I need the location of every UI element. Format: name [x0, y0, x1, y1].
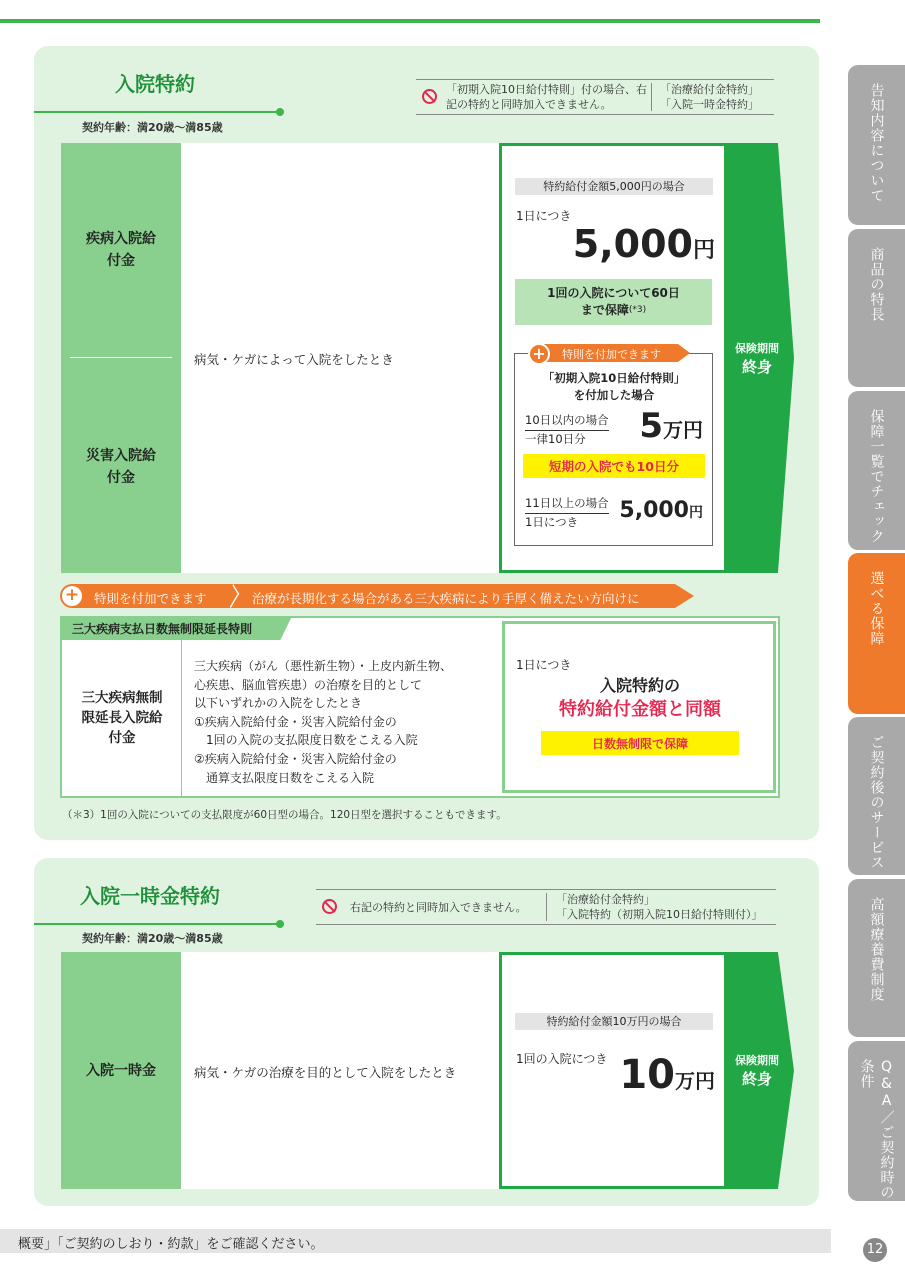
- rider-badge-text: 特則を付加できます: [562, 348, 661, 361]
- lump-label: 入院一時金: [61, 1060, 181, 1082]
- case-label: 特約給付金額5,000円の場合: [515, 178, 713, 195]
- flat-10-label: 一律10日分: [525, 432, 586, 446]
- daily-amount: [570, 222, 715, 266]
- rider2-label-divider: [181, 640, 182, 796]
- label-accident-hospital: 災害入院給付金: [86, 445, 156, 489]
- rider2-unlimited-text: 日数無制限で保障: [591, 737, 688, 751]
- rider2-same-2: 特約給付金額と同額: [559, 699, 721, 720]
- restriction-items: 「治療給付金特約」「入院一時金特約」: [660, 83, 759, 111]
- lump-sum-value: 10: [619, 1052, 675, 1098]
- short-stay-banner: [523, 454, 705, 478]
- prohibited-icon: [422, 89, 437, 104]
- banner-badge-text: 特則を付加できます: [94, 591, 207, 606]
- within-10-label: 10日以内の場合: [525, 412, 609, 431]
- prohibited-icon-2: [322, 899, 337, 914]
- rider2-condition: [194, 657, 494, 787]
- title2-underline: [34, 923, 280, 925]
- rider2-cond-7: 通算支払限度日数をこえる入院: [194, 770, 375, 785]
- benefit-label-column: [61, 143, 181, 573]
- over-11-label: 11日以上の場合: [525, 495, 609, 514]
- rider2-cond-6: ②疾病入院給付金・災害入院給付金の: [194, 751, 397, 766]
- coverage-box: [515, 279, 712, 325]
- coverage-text: 1回の入院について60日まで保障: [547, 286, 680, 317]
- rider-title: 「初期入院10日給付特則」を付加した場合: [542, 371, 686, 402]
- condition-text: 病気・ケガによって入院をしたとき: [194, 352, 394, 367]
- period-label: 保険期間: [735, 342, 779, 355]
- period-value-2: 終身: [741, 1070, 772, 1088]
- title-underline-dot: [276, 108, 284, 116]
- rider2-cond-3: 以下いずれかの入院をしたとき: [194, 696, 363, 711]
- footnote: （＊3）1回の入院についての支払限度が60日型の場合。120日型を選択することもできます。: [62, 809, 507, 821]
- rider2-name: 三大疾病支払日数無制限延長特則: [72, 622, 253, 636]
- title2-underline-dot: [276, 920, 284, 928]
- daily-amount-2-unit: 円: [689, 505, 703, 521]
- tab-features[interactable]: 商品の特長: [848, 229, 905, 387]
- lump-per-stay: 1回の入院につき: [516, 1052, 608, 1066]
- section-title: 入院特約: [115, 72, 195, 96]
- section2-title: 入院一時金特約: [80, 884, 220, 908]
- lump-condition-text: 病気・ケガの治療を目的として入院をしたとき: [194, 1065, 457, 1080]
- lump-amount: [620, 406, 703, 446]
- rider2-cond-4: ①疾病入院給付金・災害入院給付金の: [194, 714, 397, 729]
- rider2-same-1: 入院特約の: [599, 676, 680, 695]
- tab-qa-conditions[interactable]: Q&A／ご契約時の条件: [848, 1041, 905, 1201]
- rider2-cond-5: 1回の入院の支払限度日数をこえる入院: [194, 733, 418, 748]
- rider2-unlimited-banner: [541, 731, 739, 755]
- per-day-label: 1日につき: [516, 209, 572, 223]
- rider2-label: 三大疾病無制限延長入院給付金: [81, 690, 163, 746]
- per-day-label-2: 1日につき: [525, 515, 579, 529]
- lump-amount-unit: 万円: [663, 418, 703, 442]
- daily-amount-2-value: 5,000: [619, 498, 689, 523]
- coverage-note: (*3): [628, 305, 647, 315]
- rider2-cond-1: 三大疾病（がん（悪性新生物）・上皮内新生物、: [194, 659, 453, 673]
- tab-high-cost-medical[interactable]: 高額療養費制度: [848, 879, 905, 1037]
- period-value: 終身: [741, 358, 772, 376]
- restriction-divider: [651, 83, 652, 111]
- label-divider: [70, 357, 172, 358]
- restriction-items-2b: 「入院特約（初期入院10日給付特則付）」: [556, 908, 763, 921]
- tab-selectable-coverage[interactable]: 選べる保障: [848, 553, 905, 714]
- tab-after-contract[interactable]: ご契約後のサービス: [848, 717, 905, 875]
- restriction-items-2a: 「治療給付金特約」: [556, 893, 655, 906]
- lump-case-label: 特約給付金額10万円の場合: [515, 1013, 713, 1030]
- contract-age-2: 契約年齢：満20歳～満85歳: [82, 932, 223, 945]
- label-sick-hospital: 疾病入院給付金: [86, 228, 156, 272]
- bottom-bar-text: 概要」「ご契約のしおり・約款」をご確認ください。: [18, 1237, 324, 1252]
- daily-amount-unit: 円: [692, 238, 715, 263]
- tab-coverage-list[interactable]: 保障一覧でチェック: [848, 391, 905, 550]
- plus-icon: +: [528, 343, 550, 365]
- title-underline: [34, 111, 280, 113]
- restriction-text-2: 右記の特約と同時加入できません。: [350, 901, 527, 914]
- short-stay-text: 短期の入院でも10日分: [549, 459, 679, 474]
- contract-age: 契約年齢：満20歳～満85歳: [82, 121, 223, 134]
- daily-amount-value: 5,000: [572, 222, 693, 266]
- banner-plus-icon: +: [62, 586, 82, 606]
- lump-amount-value: 5: [639, 406, 663, 446]
- restriction-divider-2: [546, 893, 547, 921]
- lump-sum-amount: [590, 1052, 715, 1098]
- period-label-2: 保険期間: [735, 1054, 779, 1067]
- rider2-cond-2: 心疾患、脳血管疾患）の治療を目的として: [194, 677, 423, 692]
- restriction-text: 「初期入院10日給付特則」付の場合、右記の特約と同時加入できません。: [446, 83, 647, 111]
- page-number: 12: [863, 1238, 887, 1262]
- tab-disclosure[interactable]: 告知内容について: [848, 65, 905, 225]
- top-rule: [0, 19, 820, 23]
- banner-text: 治療が長期化する場合がある三大疾病により手厚く備えたい方向けに: [252, 591, 640, 606]
- daily-amount-2: [610, 498, 703, 523]
- lump-sum-unit: 万円: [675, 1069, 715, 1093]
- rider2-per-day: 1日につき: [516, 658, 572, 672]
